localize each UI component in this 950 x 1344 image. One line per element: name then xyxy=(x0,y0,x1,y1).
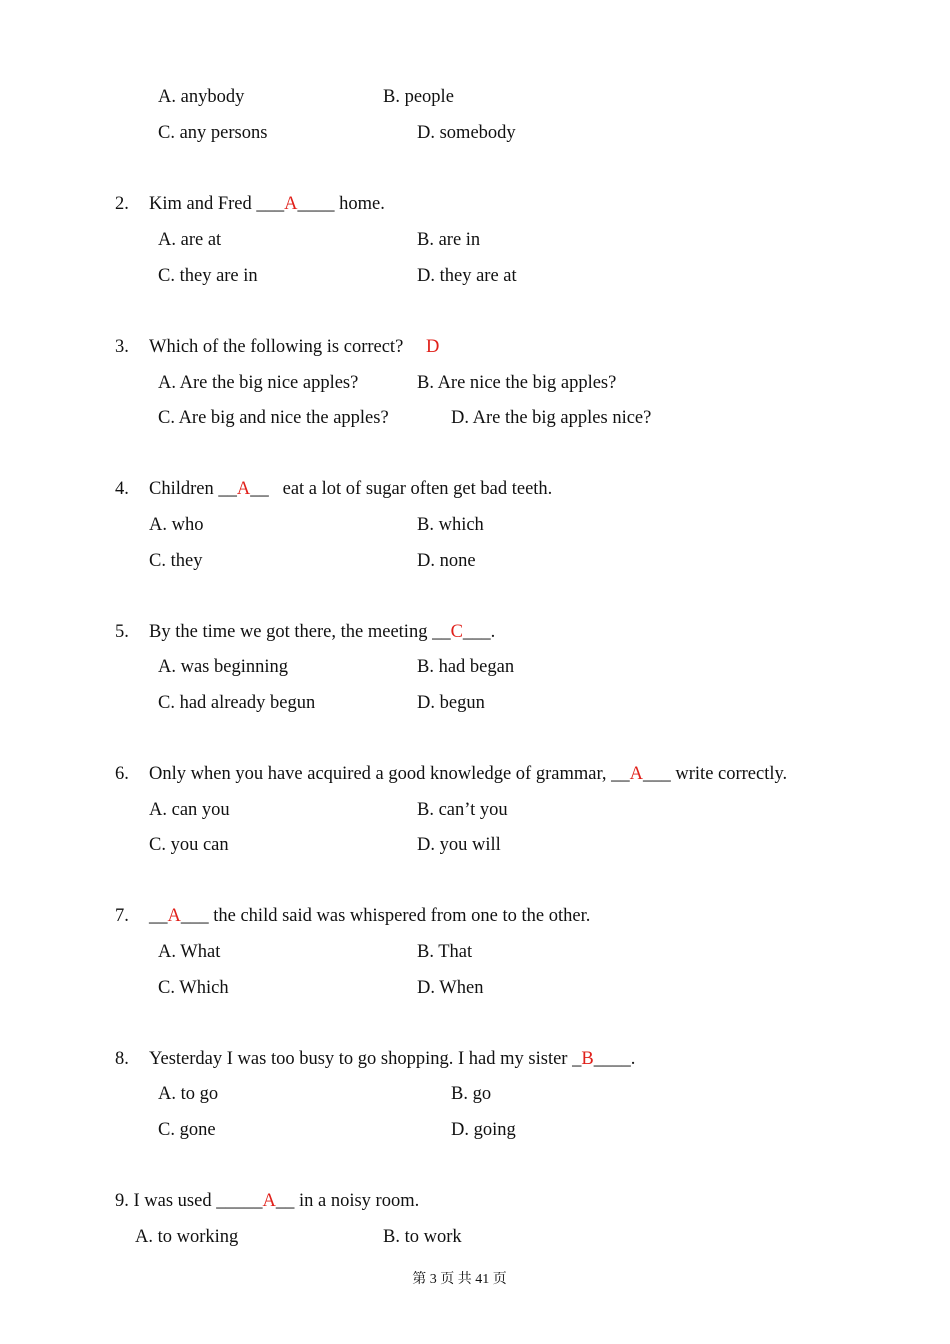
q4-option-c: C. they xyxy=(149,551,203,571)
q7-option-c: C. Which xyxy=(158,978,229,998)
q9-stem-pre: 9. I was used _____ xyxy=(115,1191,263,1211)
q4-number: 4. xyxy=(115,479,129,499)
q9-option-a: A. to working xyxy=(135,1227,239,1247)
q9-option-b: B. to work xyxy=(383,1227,462,1247)
q5-option-d: D. begun xyxy=(417,693,485,713)
q8-stem-pre: Yesterday I was too busy to go shopping. I had my sister _ xyxy=(149,1049,582,1069)
q6-option-d: D. you will xyxy=(417,835,501,855)
q2-answer: A xyxy=(284,194,298,214)
q3-option-d: D. Are the big apples nice? xyxy=(451,408,652,428)
q7-stem xyxy=(149,905,590,927)
q8-option-c: C. gone xyxy=(158,1120,216,1140)
q8-option-b: B. go xyxy=(451,1084,492,1104)
q8-option-a: A. to go xyxy=(158,1084,219,1104)
q6-stem xyxy=(149,763,787,785)
q6-option-b: B. can’t you xyxy=(417,800,508,820)
q7-number: 7. xyxy=(115,906,129,926)
q7-stem-post: ___ the child said was whispered from one to the other. xyxy=(180,906,591,926)
q7-stem-pre: __ xyxy=(149,906,168,926)
q4-stem-pre: Children __ xyxy=(149,479,237,499)
q3-option-b: B. Are nice the big apples? xyxy=(417,373,617,393)
q4-option-d: D. none xyxy=(417,551,476,571)
q3-answer: D xyxy=(426,337,440,357)
q6-option-a: A. can you xyxy=(149,800,230,820)
q2-stem xyxy=(149,193,385,215)
q2-option-b: B. are in xyxy=(417,230,481,250)
q1-option-a: A. anybody xyxy=(158,87,245,107)
q8-stem xyxy=(149,1048,635,1070)
q1-option-d: D. somebody xyxy=(417,123,516,143)
q8-stem-post: ____. xyxy=(593,1049,636,1069)
q4-answer: A xyxy=(236,479,251,499)
q7-option-d: D. When xyxy=(417,978,484,998)
q6-answer: A xyxy=(629,764,644,784)
q4-stem-post: __ eat a lot of sugar often get bad teeth. xyxy=(250,479,553,499)
q7-answer: A xyxy=(167,906,181,926)
q5-option-c: C. had already begun xyxy=(158,693,316,713)
q3-stem: Which of the following is correct? xyxy=(149,337,404,357)
q8-number: 8. xyxy=(115,1049,129,1069)
q5-stem-pre: By the time we got there, the meeting __ xyxy=(149,622,451,642)
q2-option-d: D. they are at xyxy=(417,266,517,286)
q7-option-b: B. That xyxy=(417,942,473,962)
q3-number: 3. xyxy=(115,337,129,357)
q2-stem-pre: Kim and Fred ___ xyxy=(149,194,285,214)
q3-option-c: C. Are big and nice the apples? xyxy=(158,408,389,428)
page-footer: 第 3 页 共 41 页 xyxy=(412,1272,507,1287)
q6-stem-pre: Only when you have acquired a good knowledge of grammar, __ xyxy=(149,764,630,784)
q4-option-a: A. who xyxy=(149,515,204,535)
q4-option-b: B. which xyxy=(417,515,484,535)
q9-stem-post: __ in a noisy room. xyxy=(275,1191,420,1211)
q5-number: 5. xyxy=(115,622,129,642)
q5-stem xyxy=(149,621,495,643)
q2-option-c: C. they are in xyxy=(158,266,258,286)
q2-number: 2. xyxy=(115,194,129,214)
q5-option-b: B. had began xyxy=(417,657,515,677)
q9-stem xyxy=(115,1190,419,1212)
q5-answer: C xyxy=(450,622,463,642)
q9-answer: A xyxy=(262,1191,276,1211)
q5-stem-post: ___. xyxy=(462,622,496,642)
q5-option-a: A. was beginning xyxy=(158,657,288,677)
q6-option-c: C. you can xyxy=(149,835,229,855)
q1-option-c: C. any persons xyxy=(158,123,268,143)
q7-option-a: A. What xyxy=(158,942,221,962)
q6-number: 6. xyxy=(115,764,129,784)
q2-option-a: A. are at xyxy=(158,230,222,250)
q4-stem xyxy=(149,478,552,500)
q8-option-d: D. going xyxy=(451,1120,516,1140)
q1-option-b: B. people xyxy=(383,87,454,107)
q6-stem-post: ___ write correctly. xyxy=(643,764,788,784)
q3-option-a: A. Are the big nice apples? xyxy=(158,373,359,393)
q8-answer: B xyxy=(581,1049,594,1069)
q2-stem-post: ____ home. xyxy=(297,194,385,214)
